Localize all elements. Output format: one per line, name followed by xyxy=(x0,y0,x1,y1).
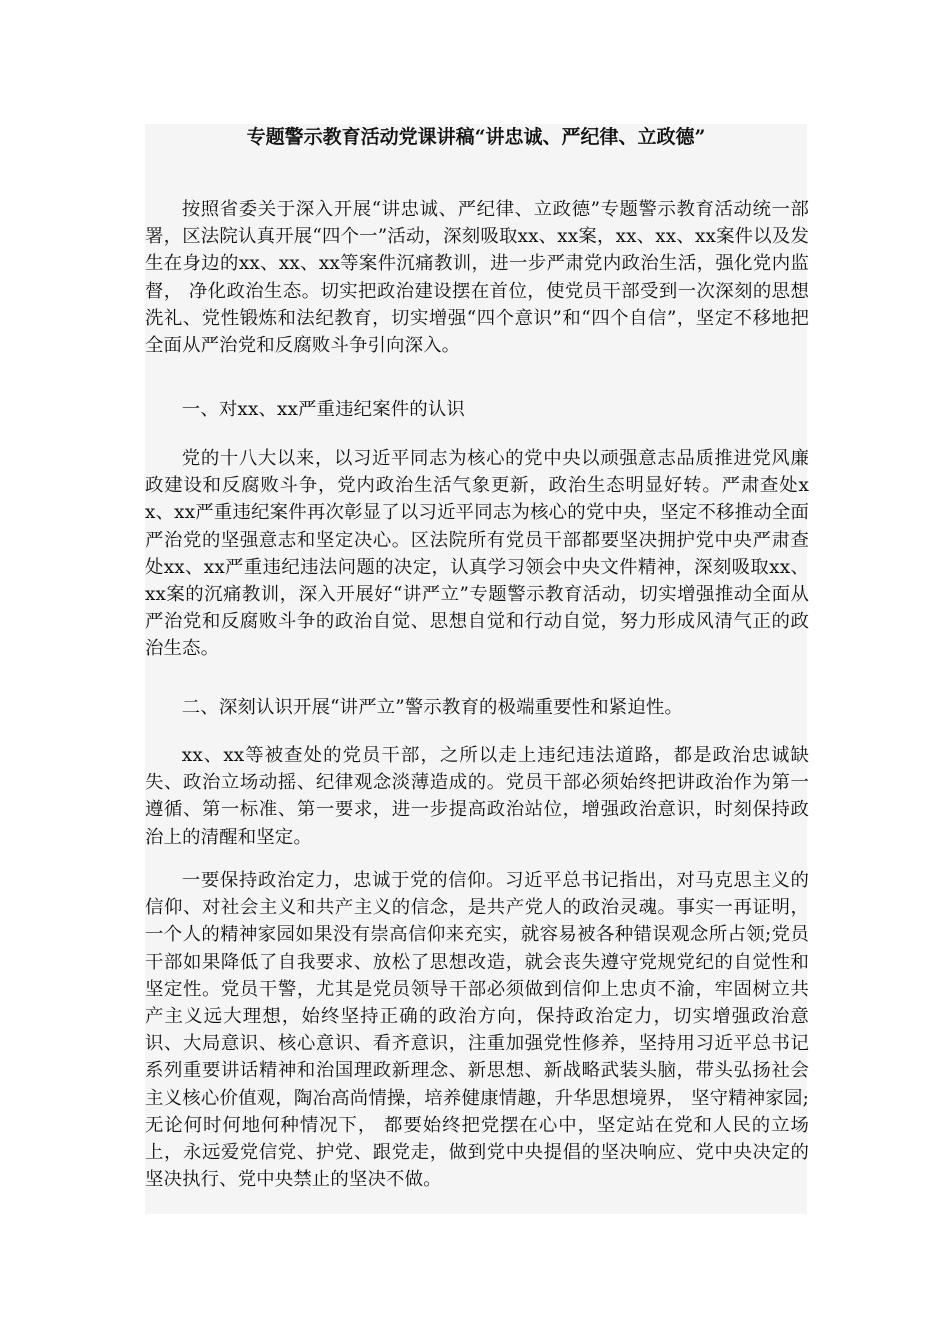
document-title: 专题警示教育活动党课讲稿“讲忠诚、严纪律、立政德” xyxy=(246,126,706,148)
paragraph-section-1: 党的十八大以来，以习近平同志为核心的党中央以顽强意志品质推进党风廉政建设和反腐败斗争，党内政治生活气象更新，政治生态明显好转。严肃查处xx、xx严重违纪案件再次彰显了以习近平同志为核心的党中央，坚定不移推动全面严治党的坚强意志和坚定决心。区法院所有党员干部都要坚决拥护党中央严肃查处xx、xx严重违纪违法问题的决定，认真学习领会中央文件精神，深刻吸取xx、xx案的沉痛教训，深入开展好“讲严立”专题警示教育活动，切实增强推动全面从严治党和反腐败斗争的政治自觉、思想自觉和行动自觉，努力形成风清气正的政治生态。 xyxy=(145,448,809,660)
section-heading-2: 二、深刻认识开展“讲严立”警示教育的极端重要性和紧迫性。 xyxy=(181,697,683,718)
paragraph-intro: 按照省委关于深入开展“讲忠诚、严纪律、立政德”专题警示教育活动统一部署，区法院认真开展“四个一”活动，深刻吸取xx、xx案，xx、xx、xx案件以及发生在身边的xx、xx、xx等案件沉痛教训，进一步严肃党内政治生活，强化党内监督， 净化政治生态。切实把政治建设摆在首位，使党员干部受到一次深刻的思想洗礼、党性锻炼和法纪教育，切实增强“四个意识”和“四个自信”，坚定不移地把全面从严治党和反腐败斗争引向深入。 xyxy=(145,199,809,357)
paragraph-point-1: 一要保持政治定力，忠诚于党的信仰。习近平总书记指出，对马克思主义的信仰、对社会主义和共产主义的信念，是共产党人的政治灵魂。事实一再证明，一个人的精神家园如果没有崇高信仰来充实，就容易被各种错误观念所占领;党员干部如果降低了自我要求、放松了思想改造，就会丧失遵守党规党纪的自觉性和坚定性。党员干警，尤其是党员领导干部必须做到信仰上忠贞不渝，牢固树立共产主义远大理想，始终坚持正确的政治方向，保持政治定力，切实增强政治意识、大局意识、核心意识、看齐意识，注重加强党性修养，坚持用习近平总书记系列重要讲话精神和治国理政新理念、新思想、新战略武装头脑，带头弘扬社会主义核心价值观，陶冶高尚情操，培养健康情趣，升华思想境界， 坚守精神家园;无论何时何地何种情况下， 都要始终把党摆在心中，坚定站在党和人民的立场上，永远爱党信党、护党、跟党走，做到党中央提倡的坚决响应、党中央决定的坚决执行、党中央禁止的坚决不做。 xyxy=(145,870,809,1191)
section-heading-1: 一、对xx、xx严重违纪案件的认识 xyxy=(181,399,465,420)
paragraph-section-2: xx、xx等被查处的党员干部，之所以走上违纪违法道路，都是政治忠诚缺失、政治立场动摇、纪律观念淡薄造成的。党员干部必须始终把讲政治作为第一遵循、第一标准、第一要求，进一步提高政治站位，增强政治意识，时刻保持政治上的清醒和坚定。 xyxy=(145,745,809,848)
